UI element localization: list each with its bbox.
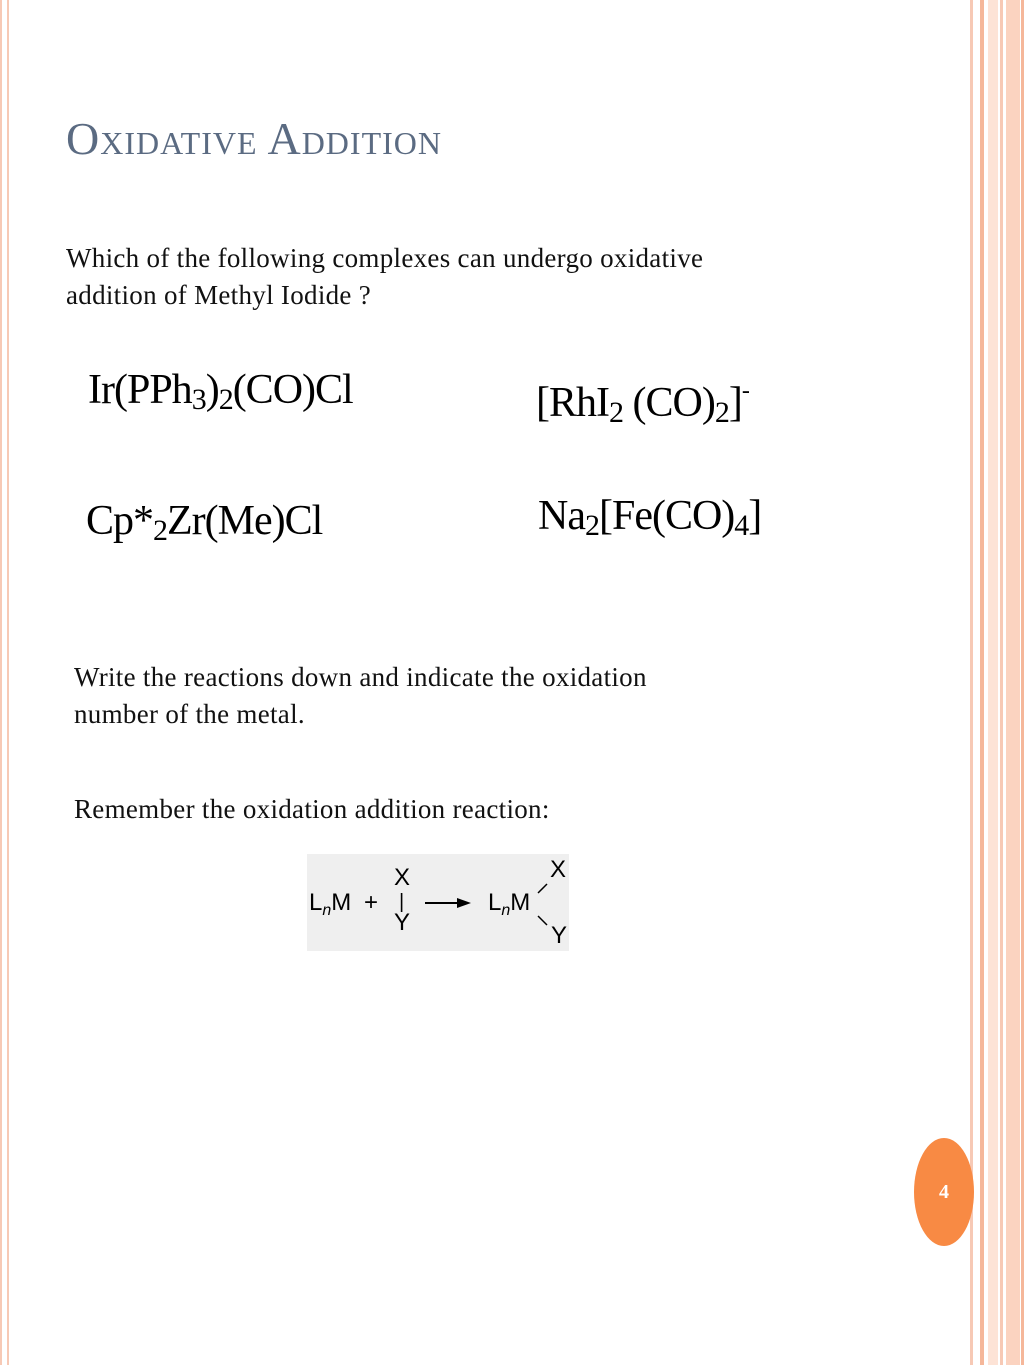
product-x: X xyxy=(550,856,567,883)
reagent-x: X xyxy=(394,864,411,891)
product-complex: $L_nM$ xyxy=(488,889,531,919)
complex-zirconium: $Cp*_2Zr(Me)Cl$ xyxy=(86,498,323,547)
complex-iridium: $Ir(PPh_3)_2(CO)Cl$ xyxy=(88,367,353,416)
question-line-2: addition of Methyl Iodide ? xyxy=(66,280,372,310)
plus-sign: + xyxy=(364,889,379,916)
instruction-text xyxy=(74,659,647,733)
reaction-arrow-icon xyxy=(423,896,473,910)
complex-rhodium: [RhI$_2$ $(CO)_2]^-$ xyxy=(536,378,749,429)
page-number-badge: 4 xyxy=(914,1138,974,1246)
reminder-text: Remember the oxidation addition reaction: xyxy=(74,794,550,824)
question-line-1: Which of the following complexes can undergo oxidative xyxy=(66,243,704,273)
product-y: Y xyxy=(551,922,568,949)
question-text xyxy=(66,240,703,314)
instruction-line-2: number of the metal. xyxy=(74,699,305,729)
complex-iron: $Na_2[Fe(CO)_4]$ xyxy=(538,493,762,542)
reactant-complex: $L_nM$ xyxy=(309,889,352,919)
right-border-stripes xyxy=(970,0,1024,1365)
reagent-y: Y xyxy=(394,909,411,936)
instruction-line-1: Write the reactions down and indicate the oxidation xyxy=(74,662,647,692)
reaction-scheme xyxy=(307,854,569,951)
slide-title: Oxidative Addition xyxy=(66,113,442,164)
left-border-stripe xyxy=(0,0,9,1365)
reagent-bond: | xyxy=(399,891,405,913)
